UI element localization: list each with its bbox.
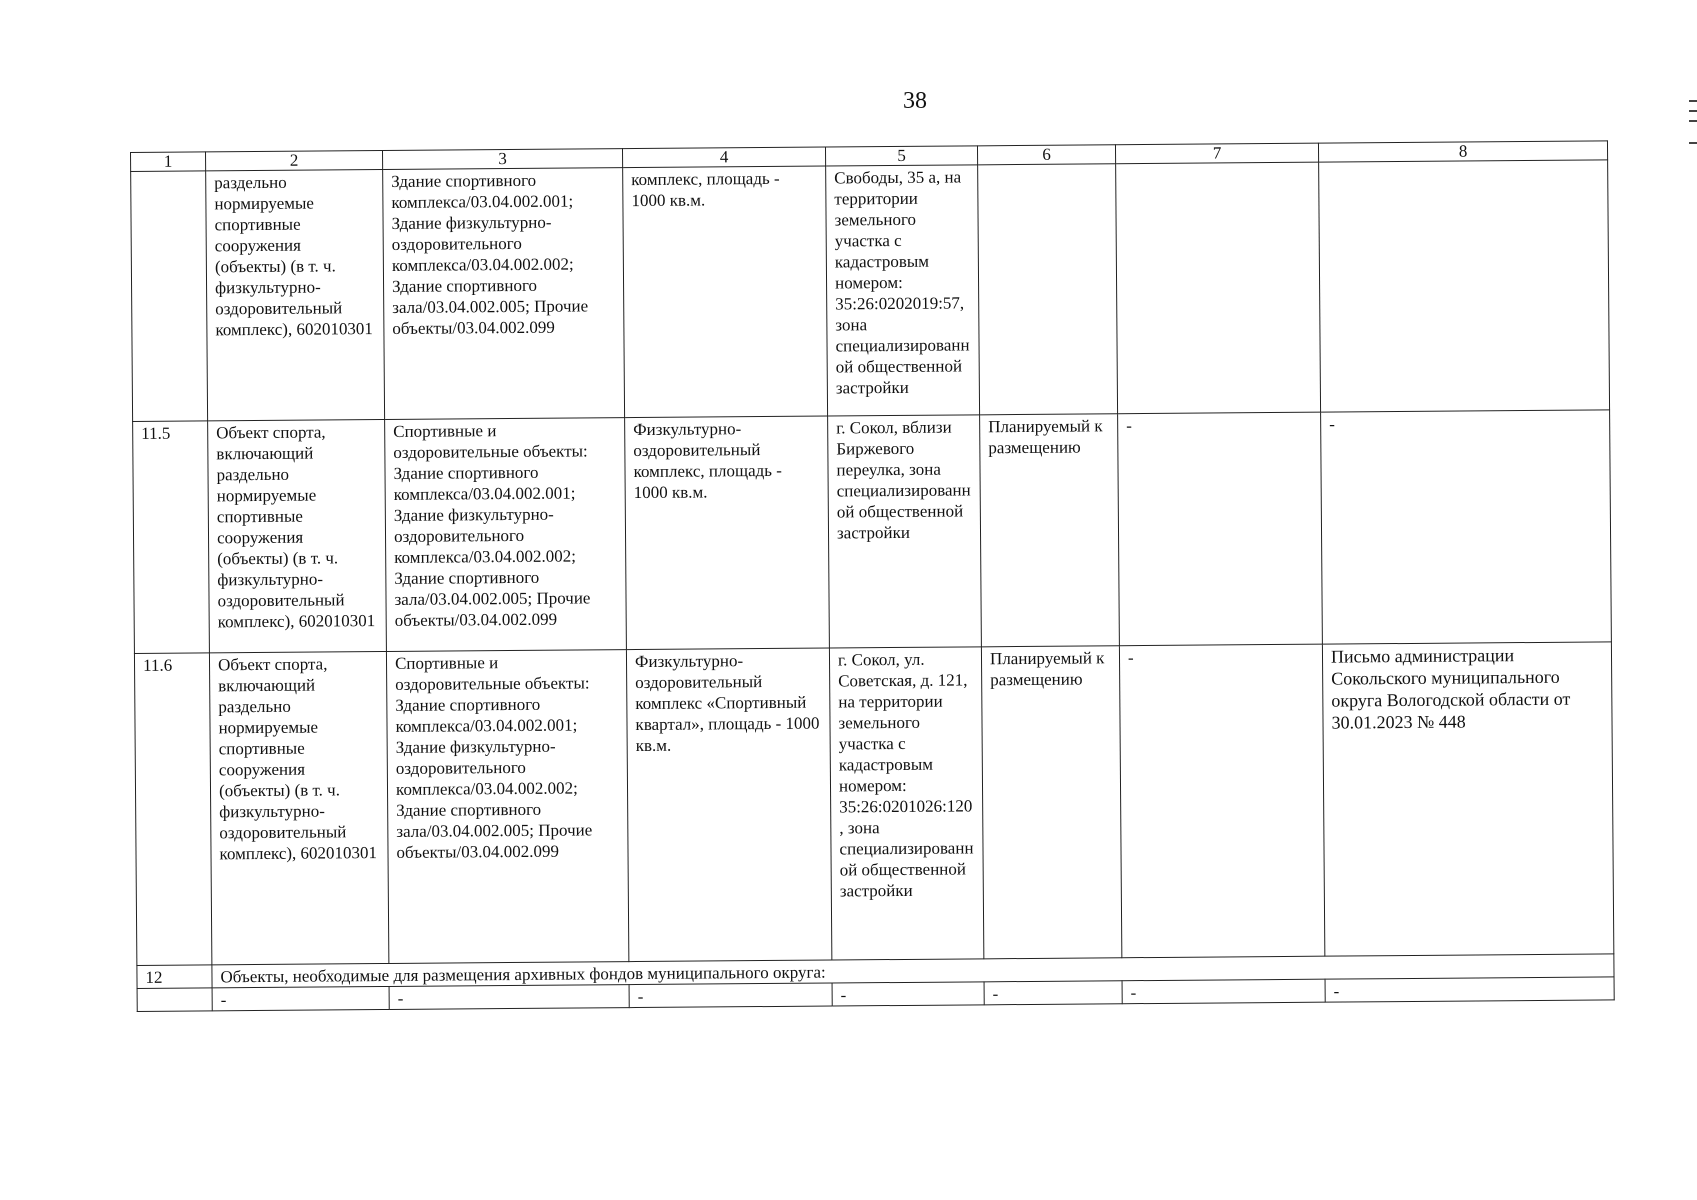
column-header-7: 7 — [1115, 143, 1318, 164]
object-purpose: Спортивные и оздоровительные объекты: Здание спортивного комплекса/03.04.002.001; Здание физкультурно-оздоровительного комплекса/03.04.002.002; Здание спортивного зала/03.04.002.005; Прочие объекты/03.04.002.099 — [386, 650, 628, 964]
empty-cell: - — [389, 985, 629, 1010]
object-col8: Письмо администрации Сокольского муниципального округа Вологодской области от 30.01.2023 № 448 — [1322, 642, 1613, 956]
object-status: Планируемый к размещению — [981, 646, 1121, 959]
object-name: Объект спорта, включающий раздельно нормируемые спортивные сооружения (объекты) (в т. ч. физкультурно-оздоровительный комплекс), 602010301 — [209, 652, 388, 965]
row-number: 11.5 — [133, 421, 210, 654]
section-title: Объекты, необходимые для размещения архивных фондов муниципального округа: — [212, 954, 1614, 988]
object-col8: - — [1321, 410, 1612, 644]
empty-cell: - — [984, 981, 1122, 1005]
object-status — [978, 164, 1118, 415]
table-row — [133, 410, 1612, 654]
object-location: г. Сокол, ул. Советская, д. 121, на территории земельного участка с кадастровым номером: 35:26:0201026:120, зона специализированной общественной застройки — [829, 647, 983, 960]
object-col7 — [1116, 162, 1321, 414]
object-characteristics: комплекс, площадь - 1000 кв.м. — [623, 166, 828, 418]
object-col7: - — [1118, 412, 1323, 646]
column-header-1: 1 — [131, 152, 206, 172]
column-header-8: 8 — [1318, 141, 1607, 162]
empty-cell: - — [1325, 977, 1614, 1002]
row-number: 11.6 — [134, 653, 211, 966]
object-status: Планируемый к размещению — [980, 414, 1120, 647]
object-location: Свободы, 35 а, на территории земельного участка с кадастровым номером: 35:26:0202019:57, зона специализированной общественной застройки — [826, 165, 980, 416]
empty-row-number — [137, 988, 212, 1012]
column-header-2: 2 — [206, 151, 383, 171]
section-number: 12 — [137, 965, 212, 989]
object-col8 — [1319, 160, 1610, 412]
empty-cell: - — [832, 982, 984, 1006]
object-characteristics: Физкультурно-оздоровительный комплекс, площадь - 1000 кв.м. — [625, 416, 830, 650]
object-name: раздельно нормируемые спортивные сооружения (объекты) (в т. ч. физкультурно-оздоровительный комплекс), 602010301 — [206, 170, 385, 421]
column-header-6: 6 — [977, 145, 1115, 165]
column-header-3: 3 — [382, 149, 622, 170]
planning-objects-table — [130, 140, 1615, 1012]
object-characteristics: Физкультурно-оздоровительный комплекс «Спортивный квартал», площадь - 1000 кв.м. — [626, 648, 831, 962]
empty-cell: - — [629, 983, 832, 1008]
document-sheet — [130, 140, 1614, 1012]
page-number: 38 — [903, 88, 927, 114]
column-header-4: 4 — [622, 147, 825, 168]
object-purpose: Спортивные и оздоровительные объекты: Здание спортивного комплекса/03.04.002.001; Здание физкультурно-оздоровительного комплекса/03.04.002.002; Здание спортивного зала/03.04.002.005; Прочие объекты/03.04.002.099 — [385, 418, 627, 652]
object-col7: - — [1119, 644, 1324, 958]
empty-cell: - — [212, 986, 389, 1010]
empty-cell: - — [1122, 979, 1325, 1004]
object-name: Объект спорта, включающий раздельно нормируемые спортивные сооружения (объекты) (в т. ч. физкультурно-оздоровительный комплекс), 602010301 — [208, 420, 387, 653]
object-location: г. Сокол, вблизи Биржевого переулка, зона специализированной общественной застройки — [828, 415, 982, 648]
object-purpose: Здание спортивного комплекса/03.04.002.001; Здание физкультурно-оздоровительного комплекса/03.04.002.002; Здание спортивного зала/03.04.002.005; Прочие объекты/03.04.002.099 — [383, 168, 625, 420]
row-number — [131, 171, 208, 422]
column-header-5: 5 — [825, 146, 977, 166]
table-row — [134, 642, 1613, 966]
table-row — [131, 160, 1610, 422]
